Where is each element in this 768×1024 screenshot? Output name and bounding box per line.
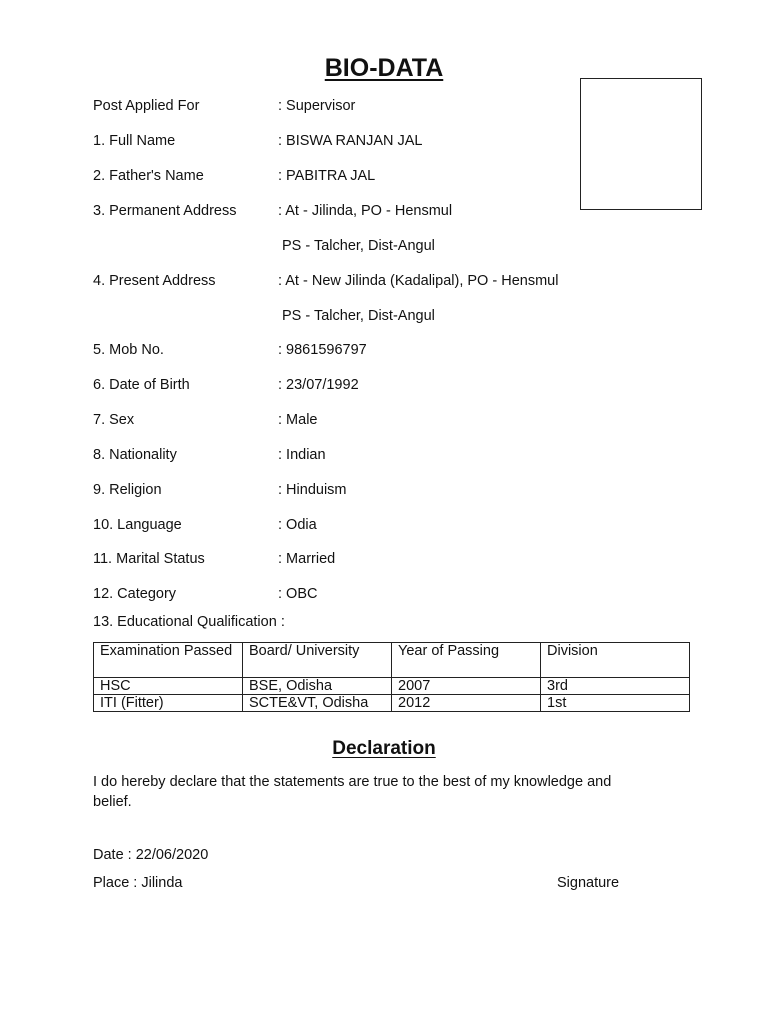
field-permanent-address [93,203,452,219]
header-cell: Examination Passed [94,643,243,678]
photo-box [580,78,702,210]
field-label: 10. Language [93,517,182,533]
field-language [93,517,317,533]
header-cell: Year of Passing [392,643,541,678]
declaration-title: Declaration [332,738,436,759]
field-value: : Indian [278,447,326,463]
table-row [94,678,690,695]
field-label: 9. Religion [93,482,162,498]
declaration-text: I do hereby declare that the statements are true to the best of my knowledge and belief. [93,774,612,810]
table-cell: 3rd [541,678,690,695]
field-marital-status [93,551,335,567]
field-label: 12. Category [93,586,177,602]
date-line: Date : 22/06/2020 [93,847,209,863]
education-label: 13. Educational Qualification : [93,614,285,630]
field-value: : At - Jilinda, PO - Hensmul [278,203,453,219]
field-full-name [93,133,423,149]
table-cell: 1st [541,695,690,712]
field-label: 3. Permanent Address [93,203,237,219]
field-value: : Odia [278,517,317,533]
field-nationality [93,447,326,463]
field-label: Post Applied For [93,98,200,114]
field-label: 4. Present Address [93,273,216,289]
signature-label: Signature [557,875,620,891]
field-fathers-name [93,168,375,184]
table-cell: SCTE&VT, Odisha [243,695,392,712]
field-post-applied [93,98,355,114]
field-value: : Supervisor [278,98,356,114]
field-label: 7. Sex [93,412,135,428]
field-present-address [93,273,558,289]
field-value: : BISWA RANJAN JAL [278,133,423,149]
field-value: : OBC [278,586,318,602]
table-header-row [94,643,690,678]
field-label: 2. Father's Name [93,168,204,184]
field-label: 5. Mob No. [93,342,164,358]
field-value: : Married [278,551,336,567]
field-value: : 23/07/1992 [278,377,359,393]
field-religion [93,482,347,498]
field-label: 6. Date of Birth [93,377,190,393]
table-row [94,695,690,712]
field-value: : 9861596797 [278,342,367,358]
table-cell: HSC [94,678,243,695]
education-table [93,642,690,712]
field-label: 11. Marital Status [93,551,205,567]
field-label: 8. Nationality [93,447,177,463]
table-cell: 2007 [392,678,541,695]
table-cell: 2012 [392,695,541,712]
permanent-address-continuation: PS - Talcher, Dist-Angul [282,238,435,254]
page-title: BIO-DATA [324,54,444,82]
field-value: : Male [278,412,318,428]
field-value: : At - New Jilinda (Kadalipal), PO - Hensmul [278,273,559,289]
field-category [93,586,317,602]
field-value: : Hinduism [278,482,347,498]
header-cell: Board/ University [243,643,392,678]
present-address-continuation: PS - Talcher, Dist-Angul [282,308,435,324]
table-cell: ITI (Fitter) [94,695,243,712]
field-date-of-birth [93,377,359,393]
field-label: 1. Full Name [93,133,176,149]
field-value: : PABITRA JAL [278,168,376,184]
field-mob-no [93,342,367,358]
place-line: Place : Jilinda [93,875,183,891]
table-cell: BSE, Odisha [243,678,392,695]
header-cell: Division [541,643,690,678]
field-sex [93,412,318,428]
